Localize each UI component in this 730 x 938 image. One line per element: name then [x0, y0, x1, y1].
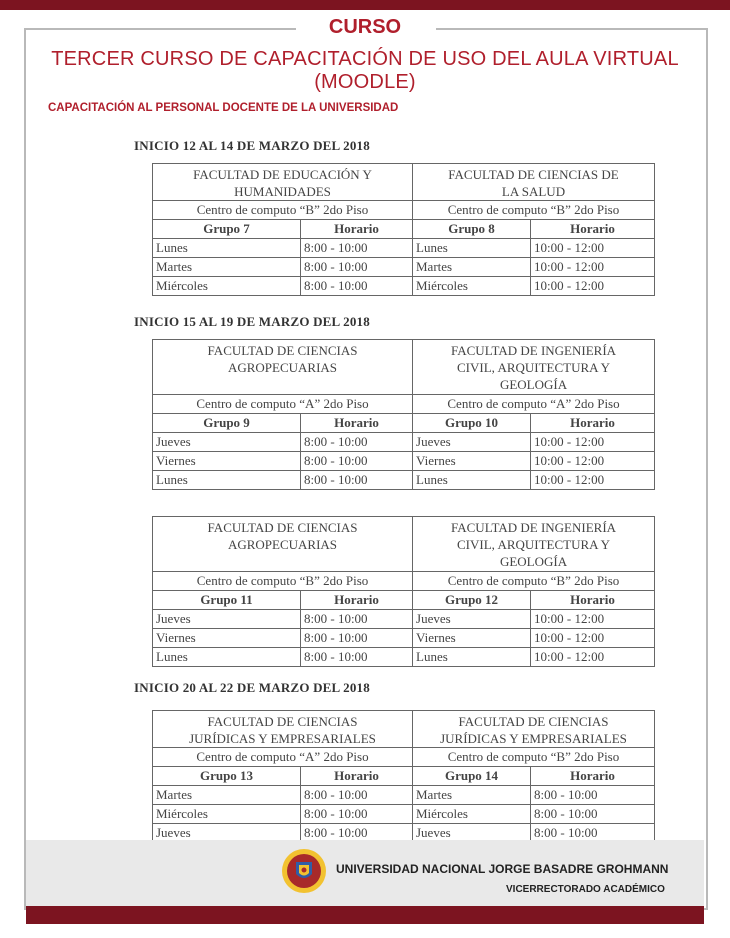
schedule-table [152, 710, 655, 843]
office-name: VICERRECTORADO ACADÉMICO [506, 884, 665, 895]
horario-header: Horario [301, 591, 413, 610]
table-row: Jueves 8:00 - 10:00 Jueves 8:00 - 10:00 [153, 824, 655, 843]
table-row: Jueves 8:00 - 10:00 Jueves 10:00 - 12:00 [153, 610, 655, 629]
faculty-name-right: FACULTAD DE INGENIERÍA CIVIL, ARQUITECTURA Y GEOLOGÍA [413, 340, 655, 395]
table-row: Lunes 8:00 - 10:00 Lunes 10:00 - 12:00 [153, 239, 655, 258]
schedule-table [152, 163, 655, 296]
table-row: Martes 8:00 - 10:00 Martes 8:00 - 10:00 [153, 786, 655, 805]
faculty-name-left: FACULTAD DE CIENCIAS AGROPECUARIAS [153, 340, 413, 395]
group-header: Grupo 12 [413, 591, 531, 610]
table-row: Jueves 8:00 - 10:00 Jueves 10:00 - 12:00 [153, 433, 655, 452]
faculty-name-right: FACULTAD DE CIENCIAS JURÍDICAS Y EMPRESARIALES [413, 711, 655, 748]
group-header: Grupo 8 [413, 220, 531, 239]
group-header: Grupo 14 [413, 767, 531, 786]
table-row: Miércoles 8:00 - 10:00 Miércoles 10:00 - 12:00 [153, 277, 655, 296]
top-bar [0, 0, 730, 10]
horario-header: Horario [301, 767, 413, 786]
footer-bar [26, 906, 704, 924]
schedule-table [152, 339, 655, 490]
table-row: Miércoles 8:00 - 10:00 Miércoles 8:00 - 10:00 [153, 805, 655, 824]
table-row: Lunes 8:00 - 10:00 Lunes 10:00 - 12:00 [153, 648, 655, 667]
table-row: Viernes 8:00 - 10:00 Viernes 10:00 - 12:00 [153, 629, 655, 648]
lab-location-right: Centro de computo “B” 2do Piso [413, 572, 655, 591]
horario-header: Horario [531, 220, 655, 239]
page-subtitle: CAPACITACIÓN AL PERSONAL DOCENTE DE LA UNIVERSIDAD [48, 102, 399, 114]
lab-location-left: Centro de computo “B” 2do Piso [153, 201, 413, 220]
lab-location-left: Centro de computo “A” 2do Piso [153, 748, 413, 767]
university-name: UNIVERSIDAD NACIONAL JORGE BASADRE GROHMANN [336, 862, 669, 876]
lab-location-left: Centro de computo “B” 2do Piso [153, 572, 413, 591]
inicio-heading-3: INICIO 20 AL 22 DE MARZO DEL 2018 [134, 680, 370, 695]
faculty-name-right: FACULTAD DE INGENIERÍA CIVIL, ARQUITECTURA Y GEOLOGÍA [413, 517, 655, 572]
lab-location-right: Centro de computo “A” 2do Piso [413, 395, 655, 414]
horario-header: Horario [531, 591, 655, 610]
horario-header: Horario [301, 414, 413, 433]
frame-top-left [24, 28, 296, 30]
inicio-heading-2: INICIO 15 AL 19 DE MARZO DEL 2018 [134, 314, 370, 329]
table-row: Lunes 8:00 - 10:00 Lunes 10:00 - 12:00 [153, 471, 655, 490]
horario-header: Horario [531, 414, 655, 433]
faculty-name-left: FACULTAD DE CIENCIAS AGROPECUARIAS [153, 517, 413, 572]
page-title: TERCER CURSO DE CAPACITACIÓN DE USO DEL AULA VIRTUAL (MOODLE) [51, 48, 679, 93]
group-header: Grupo 13 [153, 767, 301, 786]
table-row: Viernes 8:00 - 10:00 Viernes 10:00 - 12:00 [153, 452, 655, 471]
lab-location-right: Centro de computo “B” 2do Piso [413, 201, 655, 220]
lab-location-left: Centro de computo “A” 2do Piso [153, 395, 413, 414]
table-row: Martes 8:00 - 10:00 Martes 10:00 - 12:00 [153, 258, 655, 277]
frame-top-right [436, 28, 706, 30]
group-header: Grupo 7 [153, 220, 301, 239]
horario-header: Horario [531, 767, 655, 786]
course-label: CURSO [328, 16, 402, 38]
horario-header: Horario [301, 220, 413, 239]
group-header: Grupo 11 [153, 591, 301, 610]
lab-location-right: Centro de computo “B” 2do Piso [413, 748, 655, 767]
faculty-name-left: FACULTAD DE EDUCACIÓN Y HUMANIDADES [153, 164, 413, 201]
group-header: Grupo 10 [413, 414, 531, 433]
faculty-name-right: FACULTAD DE CIENCIAS DE LA SALUD [413, 164, 655, 201]
schedule-table [152, 516, 655, 667]
faculty-name-left: FACULTAD DE CIENCIAS JURÍDICAS Y EMPRESARIALES [153, 711, 413, 748]
inicio-heading-1: INICIO 12 AL 14 DE MARZO DEL 2018 [134, 138, 370, 153]
group-header: Grupo 9 [153, 414, 301, 433]
university-seal-icon [281, 848, 327, 894]
